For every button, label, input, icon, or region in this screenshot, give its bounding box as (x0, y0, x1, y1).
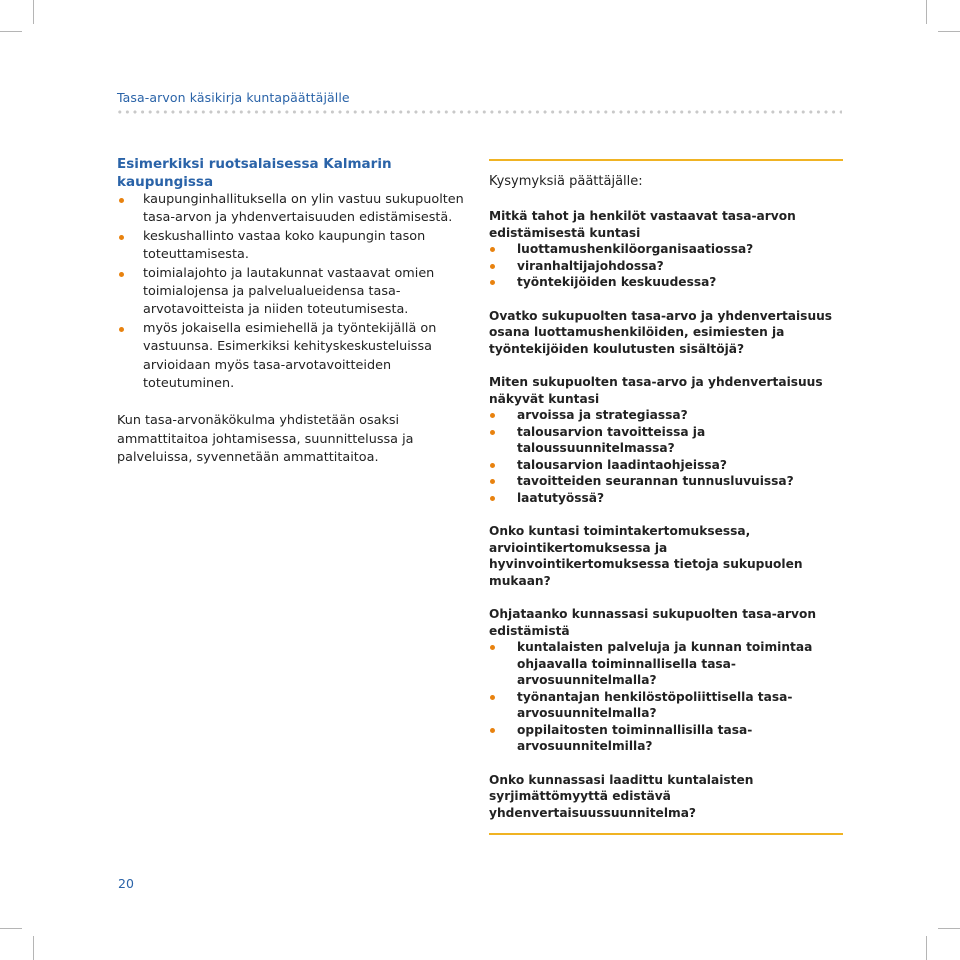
question-block (489, 606, 843, 755)
list-item: kaupunginhallituksella on ylin vastuu sukupuolten tasa-arvon ja yhdenvertaisuuden edistämisestä. (117, 191, 477, 228)
question-block (489, 772, 843, 822)
question-text: Onko kuntasi toimintakertomuksessa, arviointikertomuksessa ja hyvinvointikertomuksessa tietoja sukupuolen mukaan? (489, 524, 803, 588)
bullet-icon (490, 463, 495, 468)
crop-mark (938, 928, 960, 929)
bottom-rule (489, 833, 843, 835)
list-item: talousarvion laadintaohjeissa? (489, 457, 843, 474)
question-text: Ohjataanko kunnassasi sukupuolten tasa-arvon edistämistä (489, 607, 817, 638)
bullet-icon (490, 264, 495, 269)
crop-mark (33, 936, 34, 960)
crop-mark (33, 0, 34, 24)
top-rule (489, 159, 843, 161)
bullet-icon (490, 430, 495, 435)
page-number: 20 (118, 876, 134, 891)
list-item: työnantajan henkilöstöpoliittisella tasa-arvosuunnitelmalla? (489, 689, 843, 722)
list-item: kuntalaisten palveluja ja kunnan toimintaa ohjaavalla toiminnallisella tasa-arvosuunnitelmalla? (489, 639, 843, 689)
list-item: toimialajohto ja lautakunnat vastaavat omien toimialojensa ja palvelualueidensa tasa-arvotavoitteista ja niiden toteutumisesta. (117, 265, 477, 320)
bullet-icon (490, 280, 495, 285)
list-item: talousarvion tavoitteissa ja taloussuunnitelmassa? (489, 424, 843, 457)
question-text: Miten sukupuolten tasa-arvo ja yhdenvertaisuus näkyvät kuntasi (489, 375, 823, 406)
bullet-icon (490, 479, 495, 484)
bullet-icon (490, 695, 495, 700)
list-item: työntekijöiden keskuudessa? (489, 274, 843, 291)
questions-box (489, 159, 843, 835)
bullet-icon (490, 496, 495, 501)
question-block (489, 523, 843, 589)
bullet-icon (490, 413, 495, 418)
crop-mark (0, 31, 22, 32)
question-list (489, 407, 843, 506)
list-item: oppilaitosten toiminnallisilla tasa-arvosuunnitelmilla? (489, 722, 843, 755)
bullet-icon (119, 327, 124, 332)
question-text: Mitkä tahot ja henkilöt vastaavat tasa-arvon edistämisestä kuntasi (489, 209, 796, 240)
section-title: Esimerkiksi ruotsalaisessa Kalmarin kaupungissa (117, 156, 392, 190)
bullet-icon (490, 645, 495, 650)
list-item: viranhaltijajohdossa? (489, 258, 843, 275)
running-header: Tasa-arvon käsikirja kuntapäättäjälle (117, 90, 350, 105)
body-paragraph: Kun tasa-arvonäkökulma yhdistetään osaksi ammattitaitoa johtamisessa, suunnittelussa ja palveluissa, syvennetään ammattitaitoa. (117, 413, 414, 466)
question-list (489, 241, 843, 291)
question-text: Ovatko sukupuolten tasa-arvo ja yhdenvertaisuus osana luottamushenkilöiden, esimiesten ja työntekijöiden koulutusten sisältöjä? (489, 308, 833, 356)
bullet-icon (119, 198, 124, 203)
crop-mark (926, 936, 927, 960)
list-item: tavoitteiden seurannan tunnusluvuissa? (489, 473, 843, 490)
question-list (489, 639, 843, 755)
question-block (489, 374, 843, 506)
dotted-divider (116, 110, 842, 114)
bullet-icon (119, 235, 124, 240)
bullet-icon (490, 247, 495, 252)
box-heading: Kysymyksiä päättäjälle: (489, 174, 643, 189)
list-item: arvoissa ja strategiassa? (489, 407, 843, 424)
bullet-icon (490, 728, 495, 733)
crop-mark (0, 928, 22, 929)
list-item: luottamushenkilöorganisaatiossa? (489, 241, 843, 258)
crop-mark (938, 31, 960, 32)
left-column (117, 155, 477, 468)
list-item: keskushallinto vastaa koko kaupungin tason toteuttamisesta. (117, 228, 477, 265)
crop-mark (926, 0, 927, 24)
bullet-icon (119, 272, 124, 277)
question-block (489, 308, 843, 358)
responsibility-list (117, 191, 477, 393)
list-item: myös jokaisella esimiehellä ja työntekijällä on vastuunsa. Esimerkiksi kehityskeskusteluissa arvioidaan myös tasa-arvotavoitteiden toteutuminen. (117, 320, 477, 394)
question-block (489, 208, 843, 291)
question-text: Onko kunnassasi laadittu kuntalaisten syrjimättömyyttä edistävä yhdenvertaisuussuunnitelma? (489, 772, 754, 820)
list-item: laatutyössä? (489, 490, 843, 507)
